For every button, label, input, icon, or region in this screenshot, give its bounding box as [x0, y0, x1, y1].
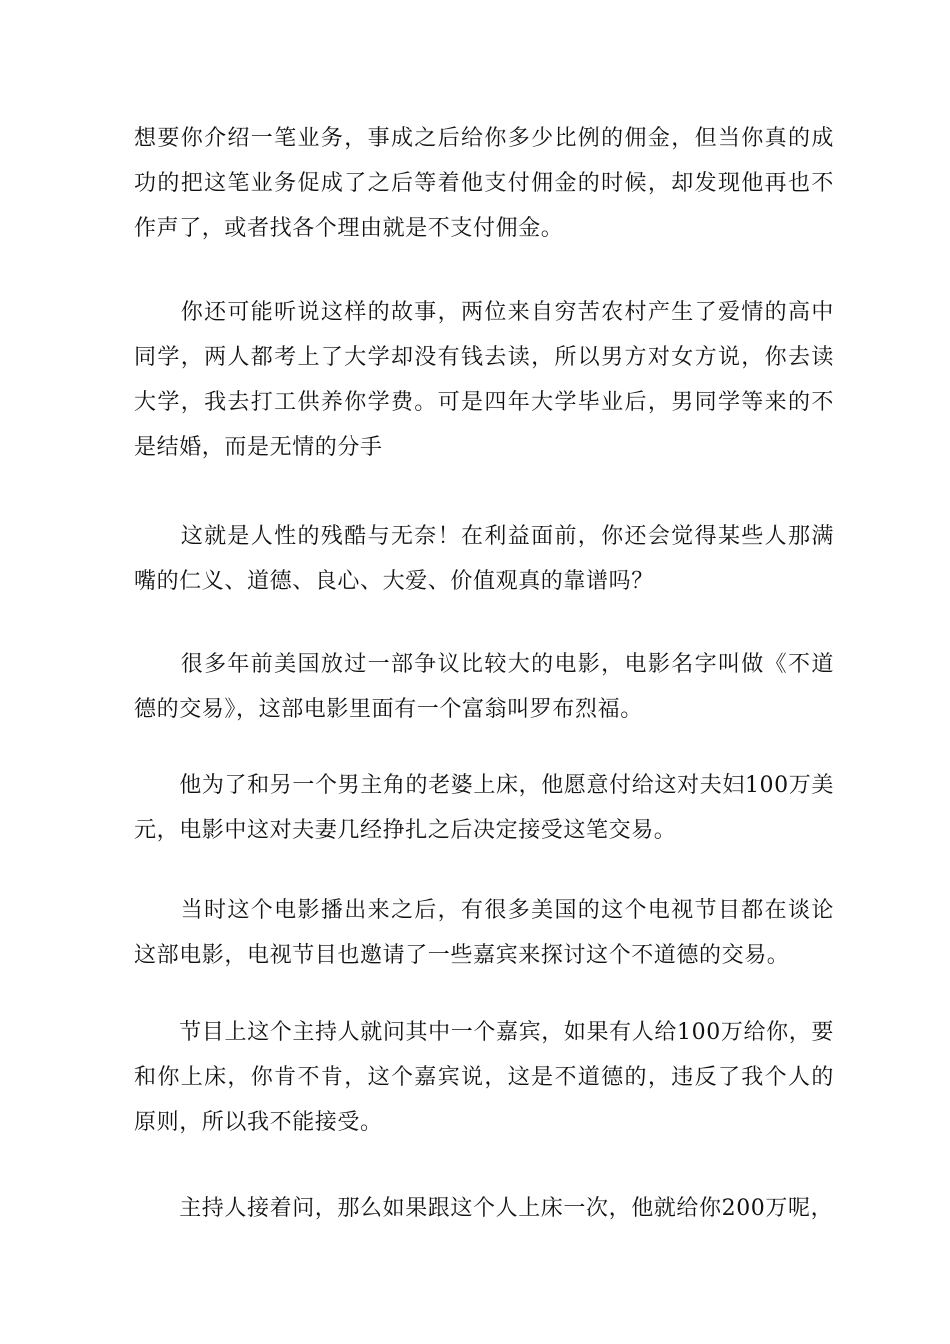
paragraph-7: 节目上这个主持人就问其中一个嘉宾，如果有人给100万给你，要和你上床，你肯不肯，这个嘉宾说，这是不道德的，违反了我个人的原则，所以我不能接受。: [134, 1020, 834, 1135]
paragraph-4: 很多年前美国放过一部争议比较大的电影，电影名字叫做《不道德的交易》，这部电影里面有一个富翁叫罗布烈福。: [134, 652, 834, 722]
paragraph-8: 主持人接着问，那么如果跟这个人上床一次，他就给你200万呢，: [134, 1196, 834, 1221]
paragraph-6: 当时这个电影播出来之后，有很多美国的这个电视节目都在谈论这部电影，电视节目也邀请了一些嘉宾来探讨这个不道德的交易。: [134, 898, 834, 968]
paragraph-5: 他为了和另一个男主角的老婆上床，他愿意付给这对夫妇100万美元，电影中这对夫妻几经挣扎之后决定接受这笔交易。: [134, 773, 834, 843]
paragraph-1: 想要你介绍一笔业务，事成之后给你多少比例的佣金，但当你真的成功的把这笔业务促成了之后等着他支付佣金的时候，却发现他再也不作声了，或者找各个理由就是不支付佣金。: [134, 126, 834, 241]
paragraph-3: 这就是人性的残酷与无奈！在利益面前，你还会觉得某些人那满嘴的仁义、道德、良心、大爱、价值观真的靠谱吗？: [134, 524, 834, 594]
paragraph-2: 你还可能听说这样的故事，两位来自穷苦农村产生了爱情的高中同学，两人都考上了大学却没有钱去读，所以男方对女方说，你去读大学，我去打工供养你学费。可是四年大学毕业后，男同学等来的不是结婚，而是无情的分手: [134, 300, 834, 460]
